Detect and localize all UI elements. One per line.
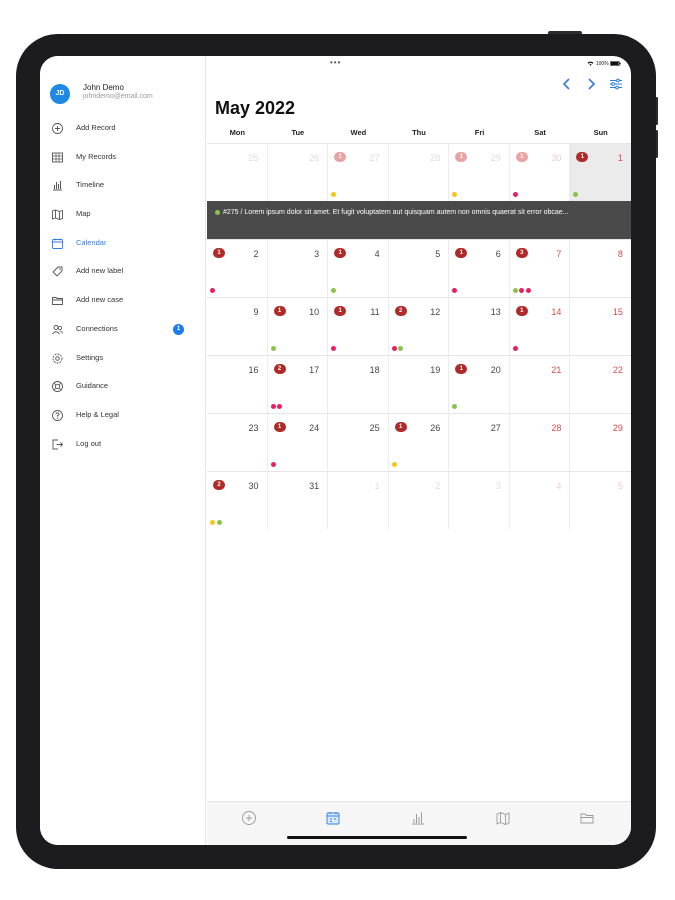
day-number: 30 [248,481,259,491]
weekday-label: Wed [350,128,367,137]
tablet-screen [40,56,631,845]
tab-bar [207,801,631,845]
label-dot [271,462,276,467]
day-number: 4 [374,249,380,259]
calendar-day-cell[interactable] [570,298,631,355]
label-dot [331,288,336,293]
day-number: 20 [490,365,501,375]
record-count-badge: 1 [576,152,588,162]
label-dots [331,288,336,293]
folder-icon [579,810,595,826]
calendar-day-cell[interactable] [449,356,510,413]
avatar: JD [50,84,70,104]
calendar-day-cell[interactable] [570,240,631,297]
day-number: 27 [490,423,501,433]
sidebar-item-guidance[interactable] [40,374,206,403]
day-number: 11 [370,307,380,317]
label-dots [573,192,578,197]
day-number: 30 [551,153,562,163]
calendar-day-cell[interactable] [268,144,329,201]
tab-calendar[interactable] [325,810,341,826]
next-month-button[interactable] [584,76,598,92]
calendar-day-cell[interactable] [449,144,510,201]
sidebar-item-timeline[interactable] [40,173,206,202]
bar-chart-icon [410,810,426,826]
calendar-main [207,56,631,845]
sidebar-item-label: My Records [76,151,117,161]
profile-name: John Demo [83,83,124,92]
day-number: 25 [248,153,259,163]
label-dot [217,520,222,525]
day-number: 12 [430,307,441,317]
records-grid-icon [51,151,64,164]
calendar-day-cell[interactable] [510,298,571,355]
calendar-day-cell[interactable] [389,472,450,529]
calendar-day-cell[interactable] [268,472,329,529]
day-number: 8 [617,249,623,259]
calendar-day-cell[interactable] [570,472,631,529]
day-number: 24 [309,423,320,433]
calendar-day-cell[interactable] [328,240,389,297]
tag-icon [51,265,64,278]
sidebar [40,56,206,845]
calendar-week-row [207,355,631,413]
calendar-day-cell[interactable] [328,298,389,355]
day-number: 1 [617,153,623,163]
record-count-badge: 2 [274,364,286,374]
calendar-day-cell[interactable] [389,144,450,201]
calendar-day-cell[interactable] [389,414,450,471]
tab-add-record[interactable] [241,810,257,826]
record-count-badge: 1 [274,306,286,316]
weekday-label: Tue [291,128,305,137]
day-number: 26 [309,153,320,163]
calendar-week-row [207,239,631,297]
tab-cases[interactable] [579,810,595,826]
sidebar-item-label: Guidance [76,381,109,391]
label-dots [210,288,215,293]
label-dots [271,462,276,467]
calendar-day-cell[interactable] [389,240,450,297]
record-count-badge: 1 [516,306,528,316]
connections-badge: 1 [173,324,184,335]
day-number: 7 [556,249,562,259]
calendar-week-row [207,297,631,355]
help-icon [51,409,64,422]
calendar-day-cell[interactable] [389,356,450,413]
record-count-badge: 1 [455,152,467,162]
calendar-day-cell[interactable] [207,240,268,297]
calendar-day-cell[interactable] [389,298,450,355]
sidebar-item-connections[interactable] [40,317,206,346]
label-dot [215,210,220,215]
calendar-week-row [207,143,631,201]
label-dots [392,462,397,467]
label-dot [271,346,276,351]
day-number: 28 [430,153,441,163]
gear-icon [51,352,64,365]
sidebar-item-label: Timeline [76,180,105,190]
record-count-badge: 1 [516,152,528,162]
day-number: 16 [248,365,259,375]
sidebar-item-label: Map [76,209,91,219]
label-dot [331,192,336,197]
record-count-badge: 3 [516,248,528,258]
sidebar-item-help-legal[interactable] [40,403,206,432]
calendar-day-cell[interactable] [268,356,329,413]
map-icon [51,208,64,221]
sidebar-item-label: Add Record [76,123,116,132]
bar-chart-icon [51,179,64,192]
label-dots [513,192,518,197]
label-dots [513,288,531,293]
day-number: 14 [551,307,562,317]
sidebar-item-label: Help & Legal [76,409,119,419]
label-dot [277,404,282,409]
label-dots [210,520,222,525]
plus-circle-icon [241,810,257,826]
label-dot [513,192,518,197]
day-number: 22 [612,365,623,375]
calendar-day-cell[interactable] [510,414,571,471]
label-dots [271,404,283,409]
label-dot [271,404,276,409]
label-dots [331,192,336,197]
calendar-day-cell[interactable] [449,414,510,471]
sidebar-item-add-new-label[interactable] [40,259,206,288]
sidebar-item-label: Settings [76,352,104,362]
weekday-label: Thu [412,128,426,137]
label-dots [271,346,276,351]
record-count-badge: 1 [334,152,346,162]
day-number: 21 [551,365,562,375]
day-number: 26 [430,423,441,433]
day-number: 19 [430,365,441,375]
calendar-day-cell[interactable] [510,144,571,201]
sidebar-item-label: Connections [76,323,118,333]
sidebar-item-calendar[interactable] [40,231,206,260]
calendar-day-cell[interactable] [510,472,571,529]
label-dot [519,288,524,293]
record-count-badge: 1 [455,248,467,258]
record-count-badge: 1 [334,248,346,258]
lifebuoy-icon [51,380,64,393]
profile-email: johndemo@email.com [83,93,153,100]
day-number: 31 [309,481,320,491]
day-number: 29 [490,153,501,163]
profile[interactable] [50,82,206,106]
plus-circle-icon [51,122,64,135]
calendar-day-cell[interactable] [328,356,389,413]
calendar-day-cell[interactable] [268,298,329,355]
label-dots [331,346,336,351]
sidebar-item-map[interactable] [40,202,206,231]
record-count-badge: 1 [274,422,286,432]
calendar-icon [51,237,64,250]
logout-icon [51,438,64,451]
calendar-week-row [207,413,631,471]
weekday-label: Fri [474,128,485,137]
battery-percent: 100% [595,61,609,67]
label-dots [452,192,457,197]
filter-sliders-icon [609,76,623,92]
calendar-toolbar [207,72,631,96]
home-indicator[interactable] [287,836,467,839]
calendar-day-cell[interactable] [570,356,631,413]
day-number: 23 [248,423,259,433]
label-dot [513,288,518,293]
sidebar-item-add-new-case[interactable] [40,288,206,317]
weekday-header [207,128,631,142]
weekday-label: Mon [229,128,245,137]
day-number: 3 [495,481,501,491]
label-dots [452,404,457,409]
day-number: 2 [435,481,441,491]
label-dot [452,404,457,409]
day-number: 27 [369,153,380,163]
tab-timeline[interactable] [410,810,426,826]
calendar-day-cell[interactable] [207,144,268,201]
day-number: 25 [369,423,380,433]
label-dot [513,346,518,351]
calendar-day-cell[interactable] [268,240,329,297]
sidebar-item-add-record[interactable] [40,116,206,145]
day-number: 17 [309,365,320,375]
day-number: 15 [612,307,623,317]
calendar-day-cell[interactable] [328,144,389,201]
record-count-badge: 1 [395,422,407,432]
day-number: 4 [556,481,562,491]
prev-month-button[interactable] [560,76,574,92]
record-count-badge: 2 [395,306,407,316]
sidebar-item-settings[interactable] [40,346,206,375]
sidebar-item-label: Log out [76,438,102,448]
record-count-badge: 2 [213,480,225,490]
day-number: 10 [309,307,320,317]
label-dots [513,346,518,351]
record-count-badge: 1 [334,306,346,316]
map-icon [495,810,511,826]
sidebar-item-log-out[interactable] [40,432,206,461]
label-dot [452,192,457,197]
label-dot [452,288,457,293]
sidebar-item-my-records[interactable] [40,145,206,174]
label-dot [526,288,531,293]
calendar-day-cell[interactable] [207,356,268,413]
sidebar-nav [40,116,206,460]
calendar-day-cell[interactable] [449,240,510,297]
record-preview-banner[interactable] [207,201,631,239]
weekday-label: Sat [534,128,546,137]
label-dot [210,288,215,293]
label-dot [392,462,397,467]
day-number: 18 [369,365,380,375]
label-dot [331,346,336,351]
calendar-day-cell[interactable] [207,472,268,529]
calendar-day-cell[interactable] [570,144,631,201]
sidebar-item-label: Add new label [76,266,124,276]
calendar-day-cell[interactable] [207,414,268,471]
weekday-label: Sun [593,128,608,137]
record-count-badge: 1 [455,364,467,374]
folder-icon [51,294,64,307]
day-number: 5 [617,481,623,491]
day-number: 6 [495,249,501,259]
day-number: 5 [435,249,441,259]
month-title: May 2022 [215,98,296,118]
calendar-day-cell[interactable] [510,240,571,297]
calendar-day-cell[interactable] [328,414,389,471]
record-preview-text: #275 / Lorem ipsum dolor sit amet. Et fugit voluptatem aut quisquam autem non omnis quaerat sit error obcae... [223,209,569,216]
label-dot [398,346,403,351]
people-icon [51,323,64,336]
label-dot [392,346,397,351]
filter-button[interactable] [609,76,623,92]
tab-map[interactable] [495,810,511,826]
calendar-day-cell[interactable] [328,472,389,529]
day-number: 3 [314,249,320,259]
chevron-left-icon [560,76,574,92]
sidebar-item-label: Add new case [76,295,124,305]
label-dot [210,520,215,525]
day-number: 2 [253,249,259,259]
calendar-day-cell[interactable] [570,414,631,471]
calendar-day-cell[interactable] [268,414,329,471]
label-dot [573,192,578,197]
calendar-week-row [207,471,631,529]
calendar-day-cell[interactable] [207,298,268,355]
day-number: 28 [551,423,562,433]
label-dots [452,288,457,293]
label-dots [392,346,404,351]
calendar-day-cell[interactable] [449,298,510,355]
calendar-day-cell[interactable] [449,472,510,529]
day-number: 9 [253,307,259,317]
chevron-right-icon [584,76,598,92]
calendar-icon [325,810,341,826]
record-count-badge: 1 [213,248,225,258]
calendar-grid [207,143,631,529]
calendar-day-cell[interactable] [510,356,571,413]
day-number: 29 [612,423,623,433]
day-number: 13 [490,307,501,317]
multitask-handle[interactable]: ••• [330,58,342,67]
day-number: 1 [374,481,380,491]
sidebar-item-label: Calendar [76,237,107,247]
